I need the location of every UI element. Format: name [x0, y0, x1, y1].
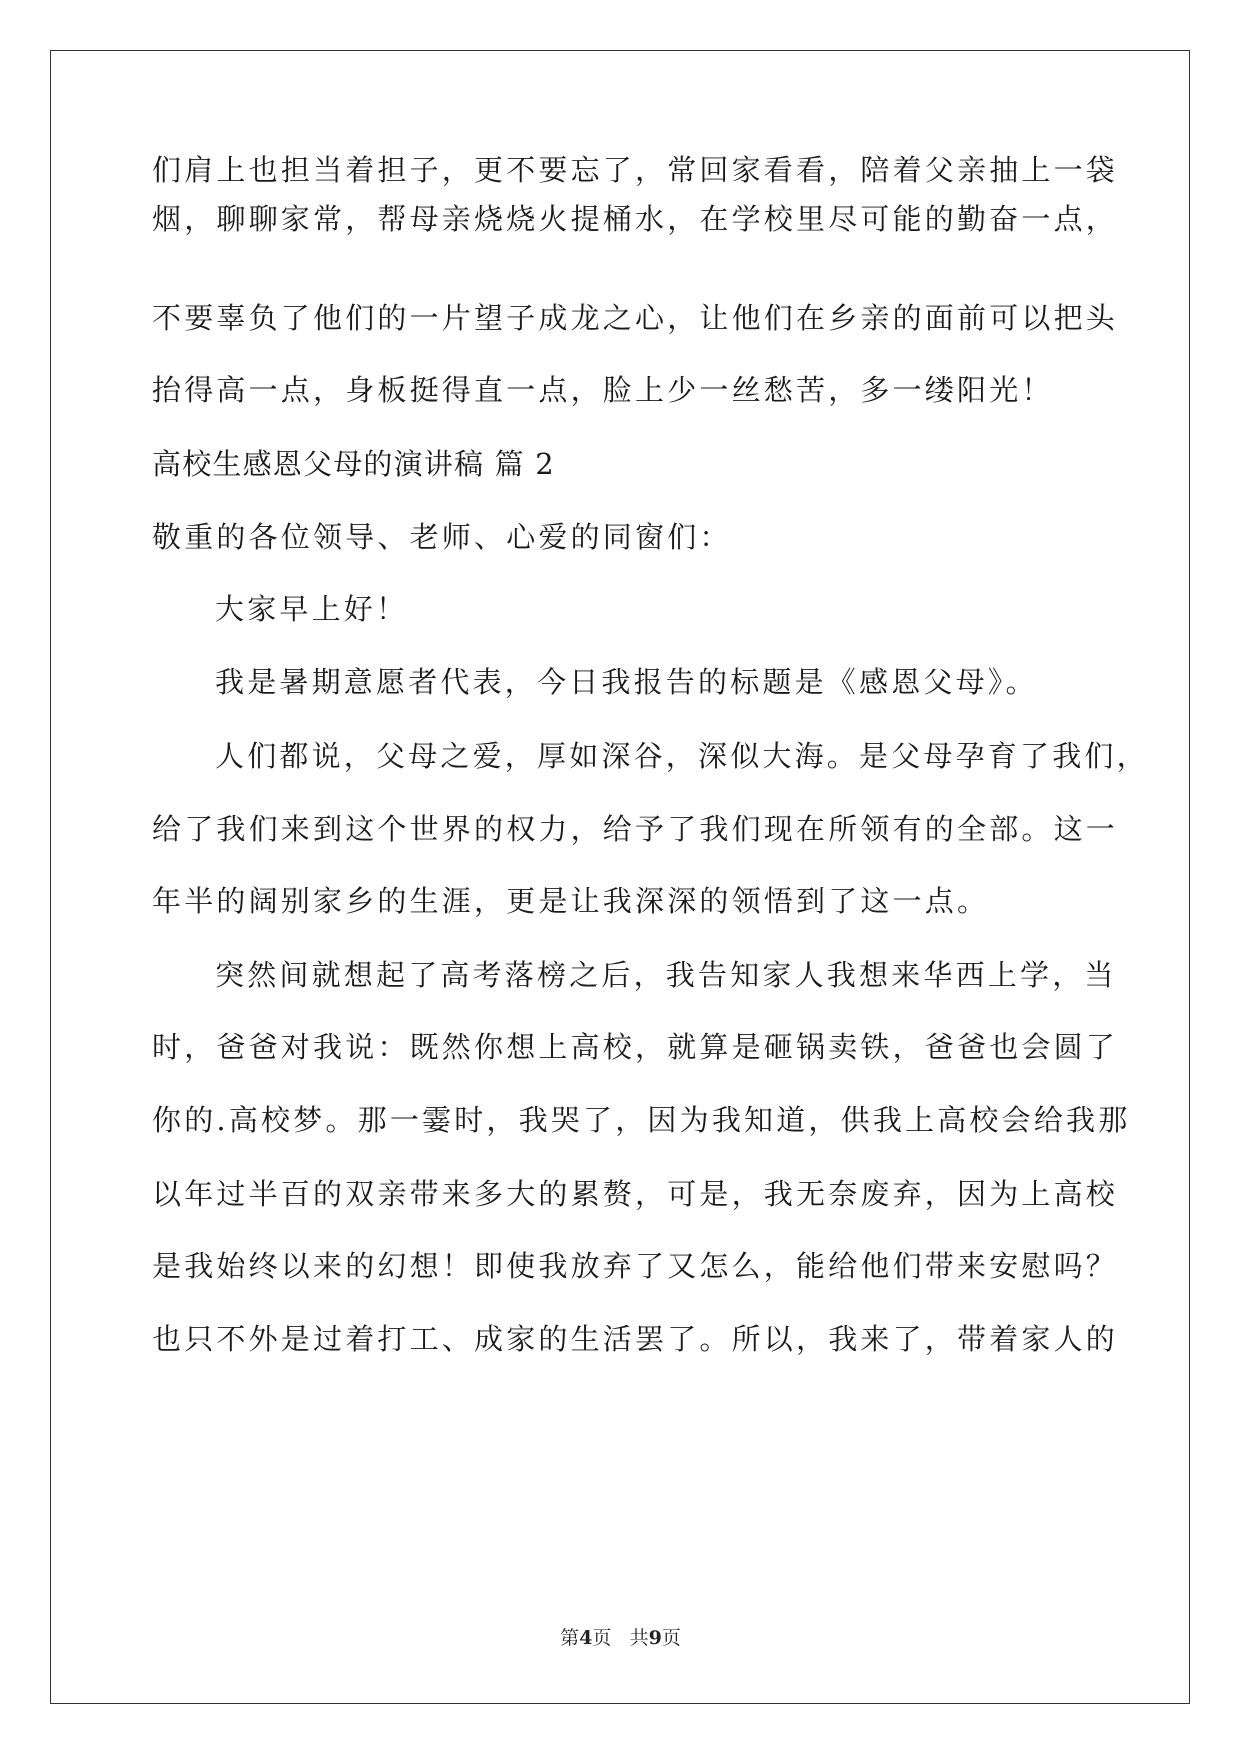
paragraph-line: 也只不外是过着打工、成家的生活罢了。所以，我来了，带着家人的: [152, 1322, 1119, 1356]
paragraph-line: 大家早上好！: [215, 592, 409, 626]
text-line: 们肩上也担当着担子，更不要忘了，常回家看看，陪着父亲抽上一袋: [152, 153, 1119, 187]
paragraph-line: 是我始终以来的幻想！即使我放弃了又怎么，能给他们带来安慰吗？: [152, 1249, 1119, 1283]
section-heading: 高校生感恩父母的演讲稿 篇 2: [152, 447, 555, 481]
footer-prefix: 第: [560, 1627, 580, 1649]
paragraph-line: 时，爸爸对我说：既然你想上高校，就算是砸锅卖铁，爸爸也会圆了: [152, 1030, 1119, 1064]
total-page-count: 9: [648, 1627, 662, 1649]
footer-total-prefix: 共: [629, 1627, 649, 1649]
text-line: 抬得高一点，身板挺得直一点，脸上少一丝愁苦，多一缕阳光！: [152, 373, 1054, 407]
paragraph-line: 人们都说，父母之爱，厚如深谷，深似大海。是父母孕育了我们，: [215, 739, 1149, 773]
footer-total-suffix: 页: [661, 1627, 681, 1649]
salutation: 敬重的各位领导、老师、心爱的同窗们：: [152, 520, 732, 554]
paragraph-line: 突然间就想起了高考落榜之后，我告知家人我想来华西上学，当: [215, 958, 1117, 992]
text-line: 烟，聊聊家常，帮母亲烧烧火提桶水，在学校里尽可能的勤奋一点，: [152, 202, 1119, 236]
paragraph-line: 我是暑期意愿者代表，今日我报告的标题是《感恩父母》。: [215, 665, 1038, 699]
paragraph-line: 年半的阔别家乡的生涯，更是让我深深的领悟到了这一点。: [152, 884, 990, 918]
paragraph-line: 给了我们来到这个世界的权力，给予了我们现在所领有的全部。这一: [152, 812, 1119, 846]
page-footer: [0, 1626, 1241, 1650]
paragraph-line: 你的.高校梦。那一霎时，我哭了，因为我知道，供我上高校会给我那: [152, 1103, 1131, 1137]
text-line: 不要辜负了他们的一片望子成龙之心，让他们在乡亲的面前可以把头: [152, 301, 1119, 335]
footer-page-suffix: 页: [592, 1627, 612, 1649]
current-page-number: 4: [579, 1627, 593, 1649]
paragraph-line: 以年过半百的双亲带来多大的累赘，可是，我无奈废弃，因为上高校: [152, 1177, 1119, 1211]
